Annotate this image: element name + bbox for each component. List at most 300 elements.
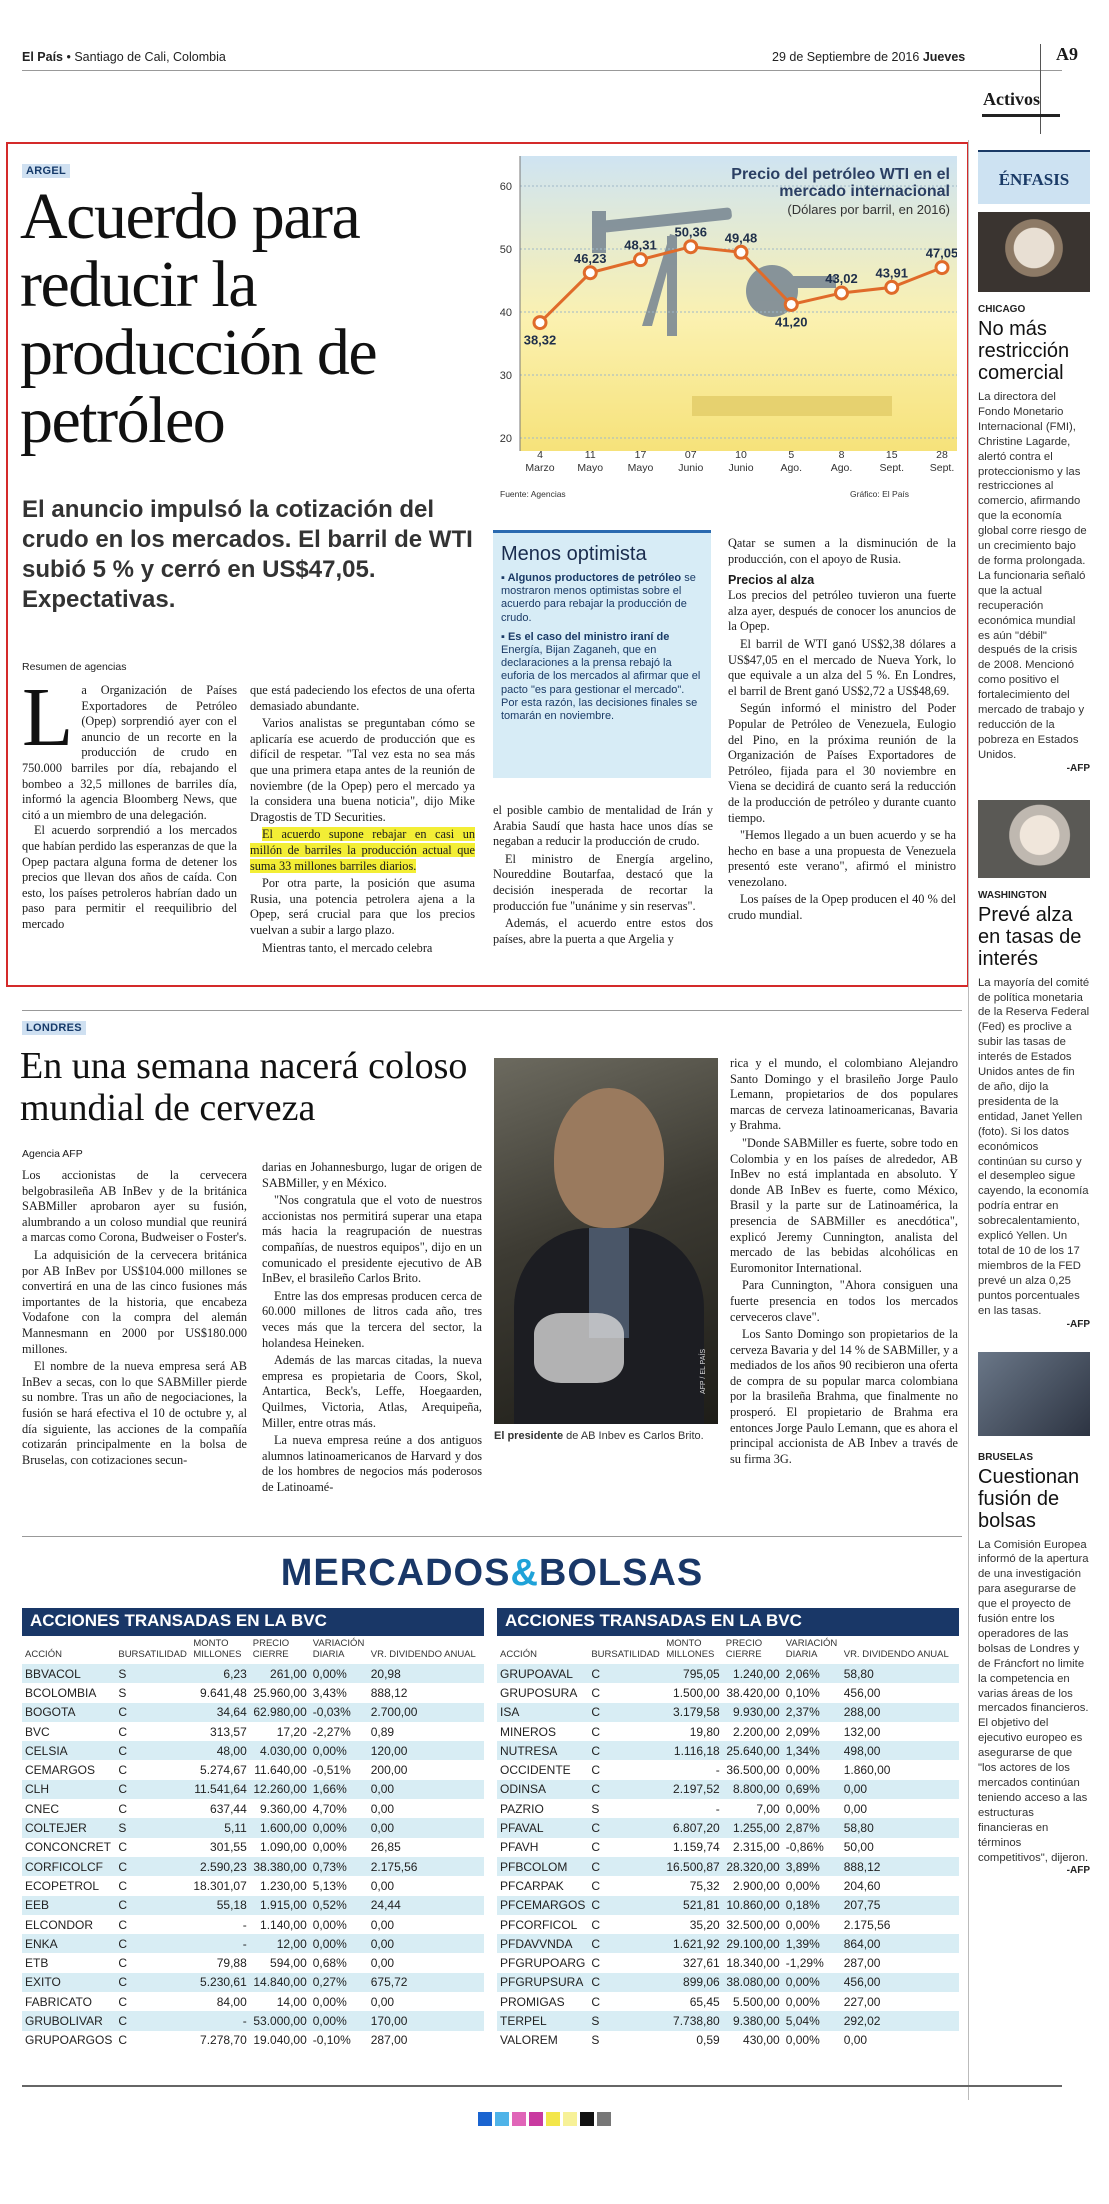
oil-subhead: Precios al alza — [728, 573, 815, 588]
kicker-argel: ARGEL — [22, 161, 70, 179]
table-cell: 864,00 — [841, 1934, 959, 1953]
oil-c3p1: el posible cambio de mentalidad de Irán y Arabia Saudí que hasta hace unos días se negaban a reducir la producción de crudo. — [493, 803, 713, 849]
table-cell: C — [591, 1763, 601, 1778]
table-cell: ELCONDOR — [25, 1917, 94, 1932]
chart-point — [936, 262, 948, 274]
table-cell: 38.080,00 — [723, 1973, 783, 1992]
table-cell: 11.541,64 — [190, 1780, 249, 1799]
kicker-londres: LONDRES — [22, 1018, 86, 1036]
table-cell: 2.175,56 — [843, 1917, 891, 1932]
table-cell: 2.315,00 — [733, 1840, 780, 1855]
table-cell: OCCIDENTE — [500, 1763, 571, 1778]
table-cell: 2.197,52 — [663, 1780, 722, 1799]
table-cell: 25.640,00 — [723, 1741, 783, 1760]
table-cell: C — [118, 1917, 128, 1932]
page-header: El País • Santiago de Cali, Colombia 29 de Septiembre de 2016 Jueves — [22, 50, 966, 64]
chart-data-label: 43,91 — [875, 265, 909, 281]
table-cell: 84,00 — [216, 1994, 247, 2009]
chart-data-label: 43,02 — [825, 270, 858, 286]
table-cell: 0,00% — [310, 1818, 368, 1837]
table-cell: C — [118, 1801, 128, 1816]
table-cell: 6,23 — [190, 1664, 249, 1683]
byline-oil: Resumen de agencias — [22, 661, 127, 673]
table-row — [22, 1915, 484, 1934]
oil-c4p5: "Hemos llegado a un buen acuerdo y se ha hecho en base a una propuesta de Venezuela presentó este verano", afirmó el ministro venezolano. — [728, 828, 956, 889]
table-cell: PFGRUPSURA — [497, 1973, 588, 1992]
table-cell: 1.090,00 — [260, 1840, 307, 1855]
table-cell: 227,00 — [843, 1994, 881, 2009]
table-cell: 2,87% — [783, 1818, 841, 1837]
table-cell: 170,00 — [368, 2011, 484, 2030]
table-cell: ECOPETROL — [25, 1878, 100, 1893]
sidebar-rule — [1040, 44, 1041, 134]
table-cell: 594,00 — [270, 1956, 307, 1971]
table-header: VARIACIÓN DIARIA — [312, 1638, 365, 1660]
x-tick-label: Sept. — [929, 462, 955, 474]
table-cell: 313,57 — [210, 1724, 247, 1739]
lagarde-photo — [978, 212, 1090, 292]
table-cell: 4,70% — [312, 1801, 347, 1816]
beer-c4p1: rica y el mundo, el colombiano Alejandro Santo Domingo y el brasileño Jorge Paulo Lemann, propietarios de dos populares marcas de cerveza latinoamericanas, Bavaria y Brahma. — [730, 1056, 958, 1133]
table-cell: 204,60 — [843, 1878, 881, 1893]
table-cell: GRUPOAVAL — [497, 1664, 588, 1683]
table-cell: 0,00% — [783, 1973, 841, 1992]
table-cell: C — [588, 1664, 663, 1683]
x-tick-label: 5 — [788, 449, 795, 461]
table-cell: 0,00% — [310, 1934, 368, 1953]
table-cell: 888,12 — [841, 1857, 959, 1876]
info-box: Menos optimista ▪ Algunos productores de petróleo se mostraron menos optimistas sobre el acuerdo para rebajar la producción de crudo. ▪ Es el caso del ministro iraní de Energía, Bijan Zaganeh, que en declaraciones a la prensa rebajó la euforia de los mercados al afirmar que el pacto "es para gestionar el mercado". Por esta razón, las decisiones finales se tomarán en noviembre. — [493, 530, 711, 778]
oil-c4p6: Los países de la Opep producen el 40 % del crudo mundial. — [728, 892, 956, 923]
table-cell: 1.230,00 — [260, 1878, 307, 1893]
oil-c2p2: Varios analistas se preguntaban cómo se aplicaría ese acuerdo de producción que es difícil de respetar. "Tal vez esta no sea más que una primera etapa antes de la reunión de noviembre (de la Opep) pero el mercado ya la considera una buena noticia", dijo Mike Dragostis de TD Securities. — [250, 716, 475, 824]
dropcap: L — [22, 671, 74, 764]
table-cell: PROMIGAS — [500, 1994, 565, 2009]
table-cell: C — [591, 1685, 601, 1700]
table-cell: PFCARPAK — [500, 1878, 564, 1893]
x-tick-label: 8 — [838, 449, 845, 461]
table-row — [22, 1992, 484, 2011]
table-cell: C — [118, 1956, 128, 1971]
table-header: BURSATILIDAD — [591, 1649, 660, 1660]
byline-beer: Agencia AFP — [22, 1148, 83, 1160]
table-cell: S — [588, 2011, 663, 2030]
table-row — [22, 1664, 484, 1683]
sidebar-3-credit: -AFP — [1066, 1865, 1090, 1877]
table-cell: 0,00% — [785, 1878, 820, 1893]
table-cell: 48,00 — [190, 1741, 249, 1760]
table-cell: EXITO — [22, 1973, 115, 1992]
table-cell: 0,00% — [310, 1741, 368, 1760]
table-cell: 50,00 — [843, 1840, 874, 1855]
table-cell: C — [591, 1840, 601, 1855]
table-cell: 1.600,00 — [250, 1818, 310, 1837]
table-cell: C — [588, 1818, 663, 1837]
color-registration-bar — [478, 2112, 611, 2126]
table-cell: 287,00 — [843, 1956, 881, 1971]
sidebar-3-head: Cuestionan fusión de bolsas — [978, 1465, 1080, 1532]
stocks-table-right — [497, 1608, 959, 2050]
stocks-left-title: ACCIONES TRANSADAS EN LA BVC — [22, 1608, 484, 1636]
table-cell: BBVACOL — [22, 1664, 115, 1683]
table-cell: C — [588, 1896, 663, 1915]
table-cell: 9.930,00 — [723, 1703, 783, 1722]
table-cell: 35,20 — [689, 1917, 720, 1932]
table-cell: 1.860,00 — [843, 1763, 891, 1778]
table-cell: 888,12 — [370, 1685, 408, 1700]
table-cell: C — [118, 1878, 128, 1893]
table-row — [22, 1896, 484, 1915]
table-cell: 292,02 — [841, 2011, 959, 2030]
chart-data-label: 47,05 — [925, 245, 957, 261]
table-cell: ISA — [497, 1703, 588, 1722]
table-cell: 9.641,48 — [200, 1685, 247, 1700]
table-cell: S — [591, 2033, 600, 2048]
eu-flags-photo — [978, 1352, 1090, 1436]
table-cell: 0,00% — [310, 2011, 368, 2030]
stocks-right-title: ACCIONES TRANSADAS EN LA BVC — [497, 1608, 959, 1636]
table-cell: C — [118, 1763, 128, 1778]
table-cell: 38.380,00 — [250, 1857, 310, 1876]
sidebar-2-place: WASHINGTON — [978, 889, 1047, 901]
table-row — [497, 1915, 959, 1934]
oil-col-4 — [728, 536, 956, 926]
table-cell: 11.640,00 — [254, 1763, 307, 1778]
table-row — [22, 1703, 484, 1722]
table-cell: 0,00 — [370, 1878, 395, 1893]
table-cell: 288,00 — [841, 1703, 959, 1722]
chart-credit: Gráfico: El País — [850, 489, 910, 499]
table-cell: 327,61 — [683, 1956, 720, 1971]
table-cell: PFCEMARGOS — [497, 1896, 588, 1915]
table-cell: 0,00% — [312, 1994, 347, 2009]
beer-c2p5: La nueva empresa reúne a dos antiguos alumnos latinoamericanos de Harvard y dos de los hombres de negocios más poderosos de Latinoamé- — [262, 1433, 482, 1494]
table-cell: 0,00% — [312, 1840, 347, 1855]
table-cell: C — [591, 1917, 601, 1932]
table-cell: NUTRESA — [497, 1741, 588, 1760]
sidebar-2-head: Prevé alza en tasas de interés — [978, 903, 1082, 970]
table-header: MONTO MILLONES — [666, 1638, 715, 1660]
page-number: A9 — [1056, 44, 1078, 64]
oil-chart — [492, 156, 957, 504]
table-cell: C — [588, 1857, 663, 1876]
table-cell: 0,00% — [785, 1763, 820, 1778]
table-cell: C — [588, 1780, 663, 1799]
x-tick-label: 15 — [885, 449, 898, 461]
oil-c2p1: que está padeciendo los efectos de una oferta demasiado abundante. — [250, 683, 475, 713]
oil-col-2 — [250, 683, 475, 958]
chart-point — [836, 287, 848, 299]
table-cell: - — [715, 1763, 720, 1778]
sidebar — [978, 150, 1090, 1876]
beer-c4p3: Para Cunnington, "Ahora consiguen una fuerte presencia en todos los mercados cerveceros clave". — [730, 1278, 958, 1324]
table-cell: 795,05 — [663, 1664, 722, 1683]
beer-c1p1: Los accionistas de la cervecera belgobrasileña AB InBev y de la británica SABMiller aprobaron ayer su fusión, alumbrando a un coloso mundial que reunirá a marcas como Corona, Budweiser o Foster's. — [22, 1168, 247, 1245]
table-cell: PAZRIO — [500, 1801, 544, 1816]
table-row — [497, 1664, 959, 1683]
table-cell: ETB — [25, 1956, 49, 1971]
table-cell: 0,68% — [312, 1956, 347, 1971]
table-cell: CLH — [22, 1780, 115, 1799]
table-row — [497, 1683, 959, 1702]
table-cell: CEMARGOS — [25, 1763, 96, 1778]
sidebar-1-head: No más restricción comercial — [978, 318, 1070, 384]
table-row — [497, 1741, 959, 1760]
table-cell: 24,44 — [368, 1896, 484, 1915]
beer-c2p1: darias en Johannesburgo, lugar de origen de SABMiller, y en México. — [262, 1160, 482, 1190]
info-box-title: Menos optimista — [501, 543, 647, 565]
oil-c2p5: Mientras tanto, el mercado celebra — [262, 940, 433, 955]
table-cell: 2.200,00 — [733, 1724, 780, 1739]
table-cell: 14.840,00 — [250, 1973, 310, 1992]
table-cell: 899,06 — [663, 1973, 722, 1992]
table-cell: 7.278,70 — [200, 2033, 247, 2048]
table-cell: CONCONCRET — [25, 1840, 111, 1855]
table-cell: 498,00 — [841, 1741, 959, 1760]
table-cell: 200,00 — [370, 1763, 408, 1778]
table-cell: PFBCOLOM — [497, 1857, 588, 1876]
table-row — [497, 1703, 959, 1722]
beer-c2p4: Además de las marcas citadas, la nueva empresa es propietaria de Coors, Skol, Antartica, Beck's, Leffe, Hoegaarden, Quilmes, Victoria, Atlas, Arequipeña, Miller, entre otras más. — [262, 1353, 482, 1430]
table-cell: - — [190, 2011, 249, 2030]
table-cell: FABRICATO — [25, 1994, 92, 2009]
beer-c4p2: "Donde SABMiller es fuerte, sobre todo en Colombia y en los países de alrededor, AB InBev no está implantada en absoluto. Y donde AB InBev es fuerte, como México, Brasil y la parte sur de Latinoamérica, la presencia de SABMiller es anecdótica", explicó Jeremy Cunnington, analista del mercado de las bebidas alcohólicas en Euromonitor International. — [730, 1135, 958, 1275]
chart-point — [735, 246, 747, 258]
table-cell: 0,52% — [310, 1896, 368, 1915]
table-cell: 8.800,00 — [723, 1780, 783, 1799]
table-cell: 17,20 — [276, 1724, 307, 1739]
table-cell: 430,00 — [743, 2033, 780, 2048]
table-cell: 28.320,00 — [723, 1857, 783, 1876]
table-cell: C — [588, 1934, 663, 1953]
table-cell: C — [115, 1703, 190, 1722]
table-cell: 0,00 — [370, 1801, 395, 1816]
table-cell: 2,09% — [785, 1724, 820, 1739]
table-cell: TERPEL — [497, 2011, 588, 2030]
oil-c3p3: Además, el acuerdo entre estos dos países, abre la puerta a que Argelia y — [493, 916, 713, 946]
stocks-table-left — [22, 1608, 484, 2050]
y-tick-label: 30 — [499, 370, 512, 382]
table-cell: 7,00 — [756, 1801, 780, 1816]
table-cell: -0,10% — [312, 2033, 351, 2048]
chart-point — [886, 281, 898, 293]
markets-title: MERCADOS&BOLSAS — [280, 1552, 704, 1594]
table-cell: 0,00% — [785, 1801, 820, 1816]
table-row — [22, 1857, 484, 1876]
header-rule — [22, 70, 1062, 71]
table-cell: 2.700,00 — [368, 1703, 484, 1722]
chart-point — [584, 267, 596, 279]
highlighted-quote: El acuerdo supone rebajar en casi un millón de barriles la producción actual que suma 33 millones barriles diarios. — [250, 827, 475, 873]
table-header: PRECIO CIERRE — [252, 1638, 290, 1660]
chart-data-label: 50,36 — [674, 224, 708, 240]
chart-data-label: 38,32 — [523, 332, 557, 348]
table-cell: 18.301,07 — [193, 1878, 247, 1893]
table-cell: C — [118, 2033, 128, 2048]
table-cell: 16.500,87 — [663, 1857, 722, 1876]
headline-oil: Acuerdo para reducir la producción de petróleo — [20, 180, 377, 457]
table-cell: - — [715, 1801, 720, 1816]
table-cell: 32.500,00 — [726, 1917, 780, 1932]
carlos-brito-photo — [494, 1058, 718, 1424]
table-cell: -1,29% — [785, 1956, 824, 1971]
table-row — [22, 1760, 484, 1779]
table-row — [497, 1760, 959, 1779]
table-row — [22, 1953, 484, 1972]
table-cell: 12,00 — [250, 1934, 310, 1953]
x-tick-label: Ago. — [830, 462, 853, 474]
table-cell: 26,85 — [370, 1840, 401, 1855]
table-row — [497, 1992, 959, 2011]
y-tick-label: 40 — [499, 307, 512, 319]
sidebar-2-credit: -AFP — [1066, 1318, 1090, 1330]
chart-point — [534, 317, 546, 329]
table-cell: 1.255,00 — [723, 1818, 783, 1837]
table-header: BURSATILIDAD — [118, 1649, 187, 1660]
y-tick-label: 20 — [499, 433, 512, 445]
table-cell: BOGOTA — [22, 1703, 115, 1722]
table-cell: 3,89% — [783, 1857, 841, 1876]
oil-c1p1: a Organización de Países Exportadores de Petróleo (Opep) sorprendió ayer con el anuncio de un recorte en la producción de crudo en 750.000 barriles por día, rebajando el bombeo a 32,5 millones de barriles día, informó la agencia Bloomberg News, que citó a un miembro de una delegación. — [22, 683, 237, 822]
table-cell: 0,27% — [310, 1973, 368, 1992]
chart-data-label: 48,31 — [624, 237, 657, 253]
table-cell: 9.380,00 — [723, 2011, 783, 2030]
weekday: Jueves — [922, 50, 966, 64]
table-row — [497, 2031, 959, 2050]
table-cell: - — [242, 1917, 247, 1932]
table-cell: C — [115, 1857, 190, 1876]
table-cell: 1.500,00 — [673, 1685, 720, 1700]
info-box-b2-head: Es el caso del ministro iraní de — [507, 630, 670, 643]
chart-point — [785, 298, 797, 310]
table-row — [497, 1857, 959, 1876]
table-cell: 0,59 — [696, 2033, 720, 2048]
x-tick-label: 10 — [735, 449, 747, 461]
table-row — [22, 1934, 484, 1953]
table-cell: C — [588, 1703, 663, 1722]
table-cell: 456,00 — [841, 1973, 959, 1992]
table-cell: 3,43% — [312, 1685, 347, 1700]
chart-data-label: 46,23 — [573, 250, 607, 266]
table-cell: C — [591, 1994, 601, 2009]
chart-source: Fuente: Agencias — [500, 489, 566, 499]
table-cell: 62.980,00 — [250, 1703, 310, 1722]
table-row — [497, 1953, 959, 1972]
info-box-b2-text: Energía, Bijan Zaganeh, que en declaraciones a la prensa rebajó la euforia de los mercados al afirmar que el pacto "es para gestionar el mercado". Por esta razón, las decisiones finales se tomarán en noviembre. — [501, 644, 701, 723]
table-cell: 19,80 — [689, 1724, 720, 1739]
table-cell: 0,00 — [841, 1780, 959, 1799]
oil-col-1 — [22, 671, 237, 935]
table-cell: 5.230,61 — [190, 1973, 249, 1992]
table-cell: 1.116,18 — [663, 1741, 722, 1760]
x-tick-label: 4 — [537, 449, 543, 461]
table-cell: 5,13% — [312, 1878, 347, 1893]
table-cell: GRUPOARGOS — [25, 2033, 113, 2048]
table-cell: 20,98 — [368, 1664, 484, 1683]
section-underline — [982, 114, 1060, 117]
table-cell: C — [115, 1934, 190, 1953]
table-cell: 0,00 — [370, 1994, 395, 2009]
beer-col-2 — [262, 1160, 482, 1497]
table-row — [22, 1741, 484, 1760]
x-tick-label: Marzo — [525, 462, 555, 474]
table-cell: - — [190, 1934, 249, 1953]
table-row — [497, 1722, 959, 1741]
table-cell: PFDAVVNDA — [497, 1934, 588, 1953]
table-row — [497, 1896, 959, 1915]
table-cell: 120,00 — [368, 1741, 484, 1760]
table-header: MONTO MILLONES — [193, 1638, 242, 1660]
beer-col-1 — [22, 1168, 247, 1470]
yellen-photo — [978, 800, 1090, 878]
table-cell: 1.159,74 — [673, 1840, 720, 1855]
table-header: VR. DIVIDENDO ANUAL — [843, 1649, 949, 1660]
table-row — [22, 2031, 484, 2050]
sidebar-1-place: CHICAGO — [978, 304, 1026, 315]
table-header: VARIACIÓN DIARIA — [785, 1638, 838, 1660]
oil-c4p3: El barril de WTI ganó US$2,38 dólares a US$47,05 en el mercado de Nueva York, lo que equivale a un alza del 5 %. En Londres, el barril de Brent ganó US$2,72 a US$48,69. — [728, 636, 956, 698]
table-cell: 0,00 — [370, 1956, 395, 1971]
paper-name: El País — [22, 50, 63, 64]
table-cell: GRUBOLIVAR — [22, 2011, 115, 2030]
x-tick-label: Junio — [728, 462, 754, 474]
table-row — [497, 1818, 959, 1837]
chart-title: Precio del petróleo WTI en el mercado internacional — [731, 166, 950, 200]
beer-col-4 — [730, 1056, 958, 1469]
table-cell: 25.960,00 — [253, 1685, 307, 1700]
x-tick-label: Mayo — [627, 462, 654, 474]
table-cell: VALOREM — [500, 2033, 558, 2048]
table-row — [497, 1934, 959, 1953]
table-cell: 36.500,00 — [726, 1763, 780, 1778]
beer-c1p3: El nombre de la nueva empresa será AB InBev a secas, con lo que SABMiller pierde su nombre. Tras un año de negociaciones, la fusión se hará efectiva el 10 de octubre y, al día siguiente, las acciones de la compañía cotizarán principalmente en la bolsa de Bruselas, con cotizaciones secun- — [22, 1359, 247, 1467]
table-cell: 5.274,67 — [200, 1763, 247, 1778]
table-row — [22, 1683, 484, 1702]
table-cell: 0,00 — [843, 2033, 868, 2048]
table-cell: 55,18 — [190, 1896, 249, 1915]
photo-caption: El presidente de AB Inbev es Carlos Brito. — [494, 1430, 704, 1442]
table-cell: 0,00 — [368, 1934, 484, 1953]
table-cell: 5.500,00 — [733, 1994, 780, 2009]
oil-c4p1: Qatar se sumen a la disminución de la producción, con el apoyo de Rusia. — [728, 536, 956, 566]
table-cell: 1.621,92 — [663, 1934, 722, 1953]
deck-oil: El anuncio impulsó la cotización del crudo en los mercados. El barril de WTI subió 5 % y cerró en US$47,05. Expectativas. — [22, 496, 473, 613]
table-cell: C — [115, 1780, 190, 1799]
oil-c1p2: El acuerdo sorprendió a los mercados que habían perdido las esperanzas de que la Opep pactara alguna forma de detener los precios que llevan dos años de caída. Con esto, los países petroleros habrían dado un paso para permitir el reequilibrio del mercado — [22, 823, 237, 931]
oil-c4p2: Los precios del petróleo tuvieron una fuerte alza ayer, después de conocer los anuncios de la Opep. — [728, 588, 956, 634]
table-cell: C — [115, 2011, 190, 2030]
sidebar-2-text: La mayoría del comité de política monetaria de la Reserva Federal (Fed) es proclive a subir las tasas de interés de Estados Unidos antes de fin de año, dijo la presidenta de la entidad, Janet Yellen (foto). Si los datos económicos continúan su curso y el desempleo sigue cayendo, la economía podría entrar en sobrecalentamiento, explicó Yellen. Un total de 10 de los 17 miembros de la FED prevé un alza 0,25 puntos porcentuales en las tasas. — [978, 976, 1090, 1317]
table-cell: 19.040,00 — [253, 2033, 307, 2048]
chart-point — [685, 241, 697, 253]
table-cell: PFGRUPOARG — [500, 1956, 586, 1971]
beer-c2p3: Entre las dos empresas producen cerca de 60.000 millones de litros cada año, tres veces más que la tercera del sector, la holandesa Heineken. — [262, 1288, 482, 1350]
table-row — [497, 1799, 959, 1818]
table-cell: 0,73% — [310, 1857, 368, 1876]
table-cell: 7.738,80 — [663, 2011, 722, 2030]
table-cell: 0,00% — [785, 1917, 820, 1932]
table-cell: 0,00% — [785, 1994, 820, 2009]
table-cell: 3.179,58 — [663, 1703, 722, 1722]
table-cell: 65,45 — [689, 1994, 720, 2009]
table-row — [497, 1876, 959, 1895]
table-cell: 38.420,00 — [726, 1685, 780, 1700]
oil-c2p4: Por otra parte, la posición que asuma Rusia, una potencia petrolera ajena a la Opep, será crucial para que los precios vuelvan a subir a largo plazo. — [250, 876, 475, 937]
sidebar-1-credit: -AFP — [1066, 762, 1090, 774]
table-cell: C — [591, 1724, 601, 1739]
table-cell: 0,00% — [310, 1664, 368, 1683]
section-name: Activos — [983, 89, 1040, 109]
